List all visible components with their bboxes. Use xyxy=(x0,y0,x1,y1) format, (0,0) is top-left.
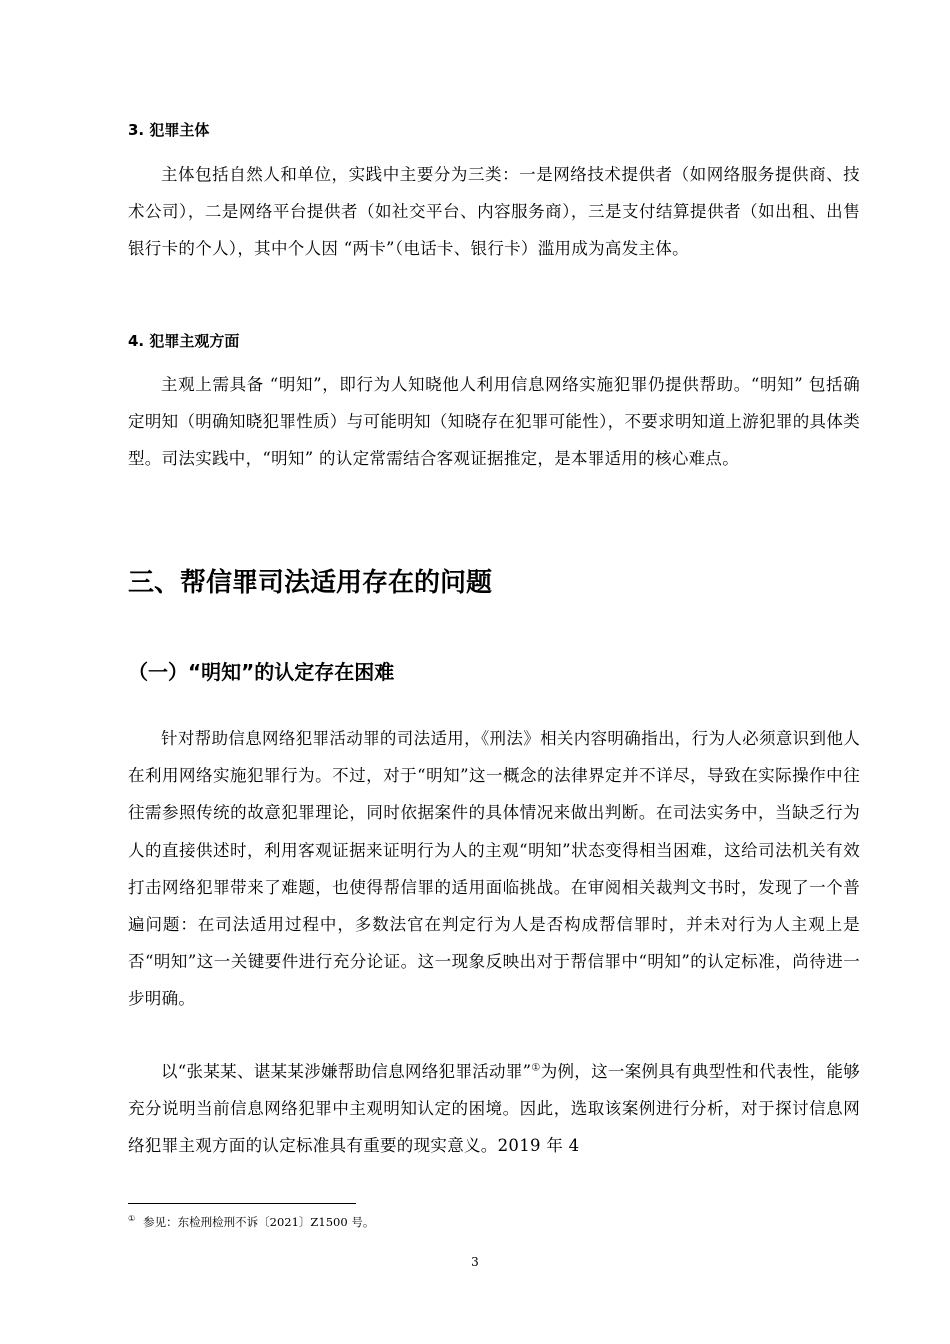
page-number: 3 xyxy=(471,1255,479,1269)
chapter-title: 三、帮信罪司法适用存在的问题 xyxy=(128,568,493,598)
footnote-text: 参见：东检刑检刑不诉〔2021〕Z1500 号。 xyxy=(143,1215,375,1229)
section-heading-criminal-subject: 3. 犯罪主体 xyxy=(128,121,210,139)
section-heading-subjective-aspect: 4. 犯罪主观方面 xyxy=(128,332,240,350)
footnote-mark: ① xyxy=(128,1214,136,1224)
paragraph-case-example xyxy=(128,1053,860,1165)
case-text-after: 为例，这一案例具有典型性和代表性，能够充分说明当前信息网络犯罪中主观明知认定的困境。因此，选取该案例进行分析，对于探讨信息网络犯罪主观方面的认定标准具有重要的现实意义。2019 年 4 xyxy=(128,1062,860,1156)
subsection-title: （一）“明知”的认定存在困难 xyxy=(128,660,395,684)
case-text-before: 以“张某某、谌某某涉嫌帮助信息网络犯罪活动罪” xyxy=(161,1062,532,1081)
paragraph-knowledge-difficulty: 针对帮助信息网络犯罪活动罪的司法适用，《刑法》相关内容明确指出，行为人必须意识到他人在利用网络实施犯罪行为。不过，对于“明知”这一概念的法律界定并不详尽，导致在实际操作中往往需参照传统的故意犯罪理论，同时依据案件的具体情况来做出判断。在司法实务中，当缺乏行为人的直接供述时，利用客观证据来证明行为人的主观“明知”状态变得相当困难，这给司法机关有效打击网络犯罪带来了难题，也使得帮信罪的适用面临挑战。在审阅相关裁判文书时，发现了一个普遍问题：在司法适用过程中，多数法官在判定行为人是否构成帮信罪时，并未对行为人主观上是否“明知”这一关键要件进行充分论证。这一现象反映出对于帮信罪中“明知”的认定标准，尚待进一步明确。 xyxy=(128,729,860,1009)
footnote-reference[interactable]: ① xyxy=(531,1062,541,1074)
footnote xyxy=(128,1214,374,1230)
footnote-separator xyxy=(128,1203,356,1204)
paragraph-subjective-aspect: 主观上需具备 “明知”，即行为人知晓他人利用信息网络实施犯罪仍提供帮助。“明知” 包括确定明知（明确知晓犯罪性质）与可能明知（知晓存在犯罪可能性），不要求明知道上游犯罪的具体类型。司法实践中，“明知” 的认定常需结合客观证据推定，是本罪适用的核心难点。 xyxy=(128,375,860,469)
paragraph-criminal-subject: 主体包括自然人和单位，实践中主要分为三类：一是网络技术提供者（如网络服务提供商、技术公司），二是网络平台提供者（如社交平台、内容服务商），三是支付结算提供者（如出租、出售银行卡的个人），其中个人因 “两卡”（电话卡、银行卡）滥用成为高发主体。 xyxy=(128,165,860,259)
